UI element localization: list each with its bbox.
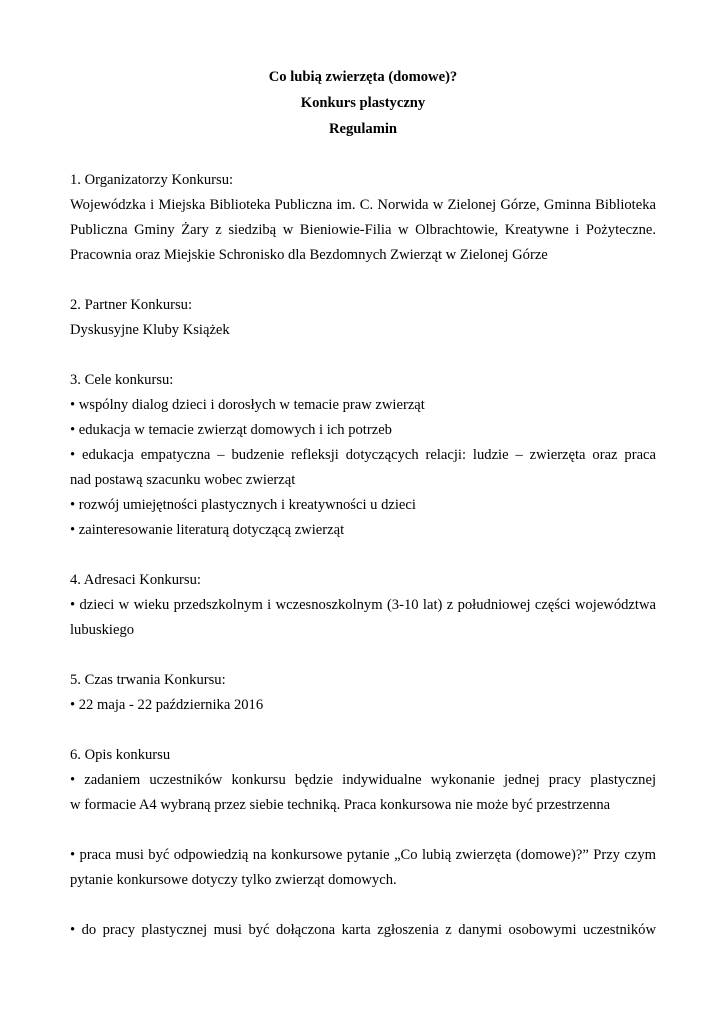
list-item: • wspólny dialog dzieci i dorosłych w temacie praw zwierząt [70, 397, 425, 413]
list-item: • edukacja empatyczna – budzenie refleksji dotyczących relacji: ludzie – zwierzęta oraz praca [70, 447, 656, 463]
section-heading: 6. Opis konkursu [70, 747, 171, 763]
section-organizers [70, 168, 656, 268]
paragraph-line: Dyskusyjne Kluby Książek [70, 322, 230, 338]
list-item-continuation: lubuskiego [70, 622, 135, 638]
spacer [70, 818, 656, 843]
list-item: • rozwój umiejętności plastycznych i kreatywności u dzieci [70, 497, 416, 513]
paragraph-line: Pracownia oraz Miejskie Schronisko dla Bezdomnych Zwierząt w Zielonej Górze [70, 247, 548, 263]
title-block [70, 64, 656, 142]
list-item: • edukacja w temacie zwierząt domowych i ich potrzeb [70, 422, 392, 438]
list-item: • do pracy plastycznej musi być dołączona karta zgłoszenia z danymi osobowymi uczestników [70, 922, 656, 938]
document-title: Co lubią zwierzęta (domowe)? [268, 69, 458, 85]
paragraph-line: Wojewódzka i Miejska Biblioteka Publiczna im. C. Norwida w Zielonej Górze, Gminna Biblioteka [70, 197, 656, 213]
list-item: • 22 maja - 22 października 2016 [70, 697, 264, 713]
section-addressees [70, 568, 656, 643]
list-item-continuation: w formacie A4 wybraną przez siebie techniką. Praca konkursowa nie może być przestrzenna [70, 797, 611, 813]
spacer [70, 893, 656, 918]
section-heading: 5. Czas trwania Konkursu: [70, 672, 226, 688]
document-page [70, 64, 656, 943]
section-heading: 1. Organizatorzy Konkursu: [70, 172, 234, 188]
section-goals [70, 368, 656, 543]
list-item: • zadaniem uczestników konkursu będzie indywidualne wykonanie jednej pracy plastycznej [70, 772, 656, 788]
list-item: • praca musi być odpowiedzią na konkursowe pytanie „Co lubią zwierzęta (domowe)?” Przy czym [70, 847, 656, 863]
section-heading: 3. Cele konkursu: [70, 372, 174, 388]
list-item: • zainteresowanie literaturą dotyczącą zwierząt [70, 522, 345, 538]
paragraph-line: Publiczna Gminy Żary z siedzibą w Bieniowie-Filia w Olbrachtowie, Kreatywne i Pożyteczne. [70, 222, 656, 238]
list-item-continuation: nad postawą szacunku wobec zwierząt [70, 472, 296, 488]
document-heading-regulamin: Regulamin [328, 121, 398, 137]
document-subtitle: Konkurs plastyczny [300, 95, 426, 111]
section-description [70, 743, 656, 943]
section-heading: 4. Adresaci Konkursu: [70, 572, 201, 588]
section-duration [70, 668, 656, 718]
section-partner [70, 293, 656, 343]
list-item: • dzieci w wieku przedszkolnym i wczesnoszkolnym (3-10 lat) z południowej części województwa [70, 597, 656, 613]
list-item-continuation: pytanie konkursowe dotyczy tylko zwierząt domowych. [70, 872, 397, 888]
section-heading: 2. Partner Konkursu: [70, 297, 193, 313]
